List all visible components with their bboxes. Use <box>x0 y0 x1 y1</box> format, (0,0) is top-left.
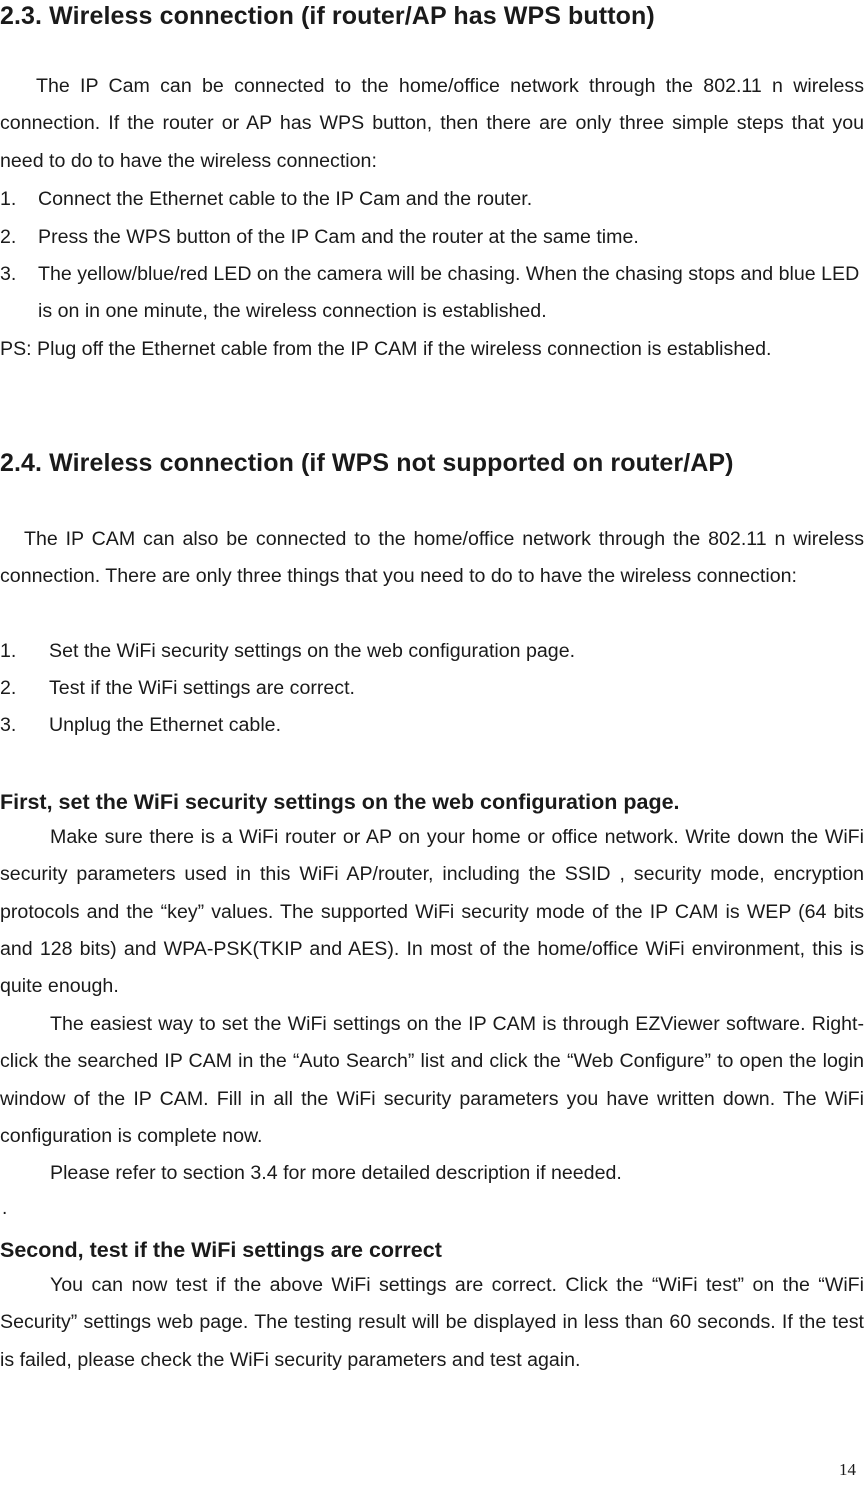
first-paragraph-1: Make sure there is a WiFi router or AP on your home or office network. Write down the WiFi security parameters used in this WiFi AP/router, including the SSID , security mode, encryption protocols and the “key” values. The supported WiFi security mode of the IP CAM is WEP (64 bits and 128 bits) and WPA-PSK(TKIP and AES). In most of the home/office WiFi environment, this is quite enough. <box>0 826 864 998</box>
first-paragraph-2: The easiest way to set the WiFi settings on the IP CAM is through EZViewer software. Right-click the searched IP CAM in the “Auto Search” list and click the “Web Configure” to open the login window of the IP CAM. Fill in all the WiFi security parameters you have written down. The WiFi configuration is complete now. <box>0 1013 864 1147</box>
stray-dot: . <box>2 1198 8 1219</box>
section-2-3-intro: The IP Cam can be connected to the home/office network through the 802.11 n wireless connection. If the router or AP has WPS button, then there are only three simple steps that you need to do to have the wireless connection: <box>0 75 864 172</box>
list-text: Set the WiFi security settings on the web configuration page. <box>49 640 576 662</box>
list-number: 3. <box>0 263 17 285</box>
list-number: 3. <box>0 714 17 736</box>
section-heading-2-4: 2.4. Wireless connection (if WPS not supported on router/AP) <box>0 449 734 477</box>
subsection-title-second: Second, test if the WiFi settings are correct <box>0 1238 442 1262</box>
ps-note: PS: Plug off the Ethernet cable from the IP CAM if the wireless connection is established. <box>0 338 772 360</box>
first-paragraph-3: Please refer to section 3.4 for more detailed description if needed. <box>50 1162 622 1184</box>
list-number: 2. <box>0 677 17 699</box>
list-number: 1. <box>0 640 17 662</box>
list-text: Unplug the Ethernet cable. <box>49 714 282 736</box>
section-heading-2-3: 2.3. Wireless connection (if router/AP has WPS button) <box>0 2 655 30</box>
list-text: Connect the Ethernet cable to the IP Cam and the router. <box>38 188 533 210</box>
list-text: The yellow/blue/red LED on the camera will be chasing. When the chasing stops and blue LED is on in one minute, the wireless connection is established. <box>38 263 860 323</box>
list-text: Press the WPS button of the IP Cam and the router at the same time. <box>38 226 639 248</box>
section-2-4-intro: The IP CAM can also be connected to the home/office network through the 802.11 n wireless connection. There are only three things that you need to do to have the wireless connection: <box>0 528 864 588</box>
page-number: 14 <box>839 1460 856 1479</box>
list-number: 2. <box>0 226 17 248</box>
list-number: 1. <box>0 188 17 210</box>
list-text: Test if the WiFi settings are correct. <box>49 677 355 699</box>
second-paragraph-1: You can now test if the above WiFi settings are correct. Click the “WiFi test” on the “WiFi Security” settings web page. The testing result will be displayed in less than 60 seconds. If the test is failed, please check the WiFi security parameters and test again. <box>0 1274 864 1371</box>
subsection-title-first: First, set the WiFi security settings on the web configuration page. <box>0 790 680 814</box>
